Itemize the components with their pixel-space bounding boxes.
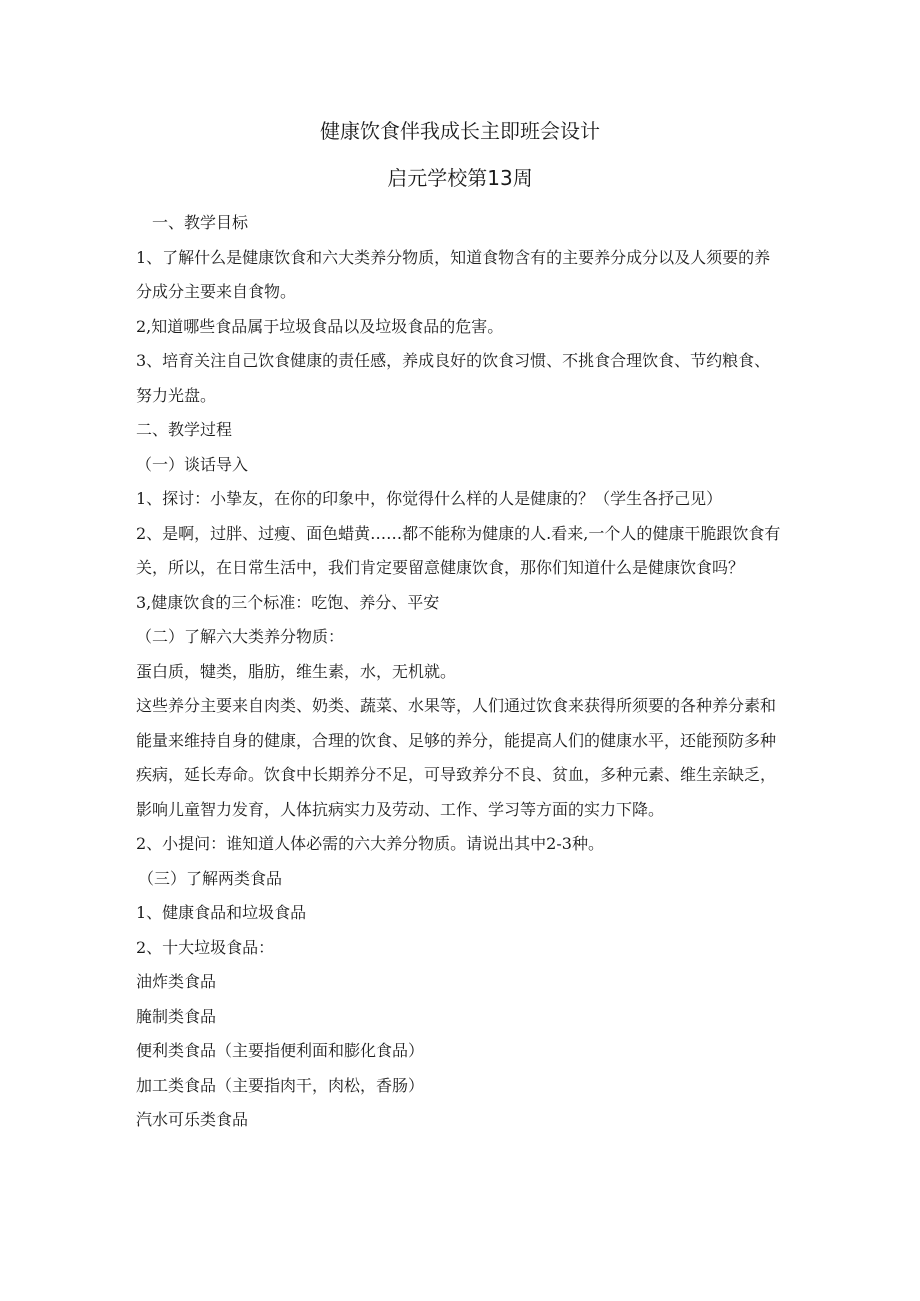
junk-food-soda: 汽水可乐类食品 [136,1110,249,1129]
section-heading-objectives: 一、教学目标 [152,213,249,232]
foods-item-2: 2、十大垃圾食品： [136,937,275,957]
intro-item-2: 2、是啊，过胖、过瘦、面色蜡黄……都不能称为健康的人.看来,一个人的健康干脆跟饮食有关，所以，在日常生活中，我们肯定要留意健康饮食，那你们知道什么是健康饮食吗？ [136,523,781,577]
nutrients-question: 2、小提问：谁知道人体必需的六大养分物质。请说出其中2-3种。 [136,834,604,853]
nutrients-list: 蛋白质，犍类，脂肪，维生素，水，无机就。 [136,661,457,681]
document-body [136,206,786,1138]
junk-food-pickled: 腌制类食品 [136,1006,217,1026]
objective-item-1: 1、了解什么是健康饮食和六大类养分物质，知道食物含有的主要养分成分以及人须要的养分成分主要来自食物。 [136,247,771,301]
junk-food-instant: 便利类食品（主要指便利面和膨化食品） [136,1041,425,1060]
junk-food-fried: 油炸类食品 [136,972,217,991]
nutrients-explanation: 这些养分主要来自肉类、奶类、蔬菜、水果等，人们通过饮食来获得所须要的各种养分素和能量来维持自身的健康，合理的饮食、足够的养分，能提高人们的健康水平，还能预防多种疾病，延长寿命。饮食中长期养分不足，可导致养分不良、贫血，多种元素、维生亲缺乏，影响儿童智力发育，人体抗病实力及劳动、工作、学习等方面的实力下降。 [136,696,777,819]
document-title: 健康饮食伴我成长主即班会设计 [320,119,600,143]
foods-item-1: 1、健康食品和垃圾食品 [136,903,307,922]
objective-item-2: 2,知道哪些食品属于垃圾食品以及垃圾食品的危害。 [136,316,504,336]
intro-item-3: 3,健康饮食的三个标准：吃饱、养分、平安 [136,592,440,612]
document-subtitle: 启元学校第13周 [387,166,533,190]
section-heading-process: 二、教学过程 [136,420,233,439]
subsection-heading-nutrients: （二）了解六大类养分物质： [136,627,345,646]
intro-item-1: 1、探讨：小挚友，在你的印象中，你觉得什么样的人是健康的？（学生各抒己见） [136,489,723,508]
objective-item-3: 3、培育关注自己饮食健康的责任感，养成良好的饮食习惯、不挑食合理饮食、节约粮食、努力光盘。 [136,351,771,405]
subsection-heading-intro: （一）谈话导入 [136,454,249,474]
subsection-heading-foods: （三）了解两类食品 [138,868,283,888]
junk-food-processed: 加工类食品（主要指肉干，肉松，香肠） [136,1075,425,1095]
